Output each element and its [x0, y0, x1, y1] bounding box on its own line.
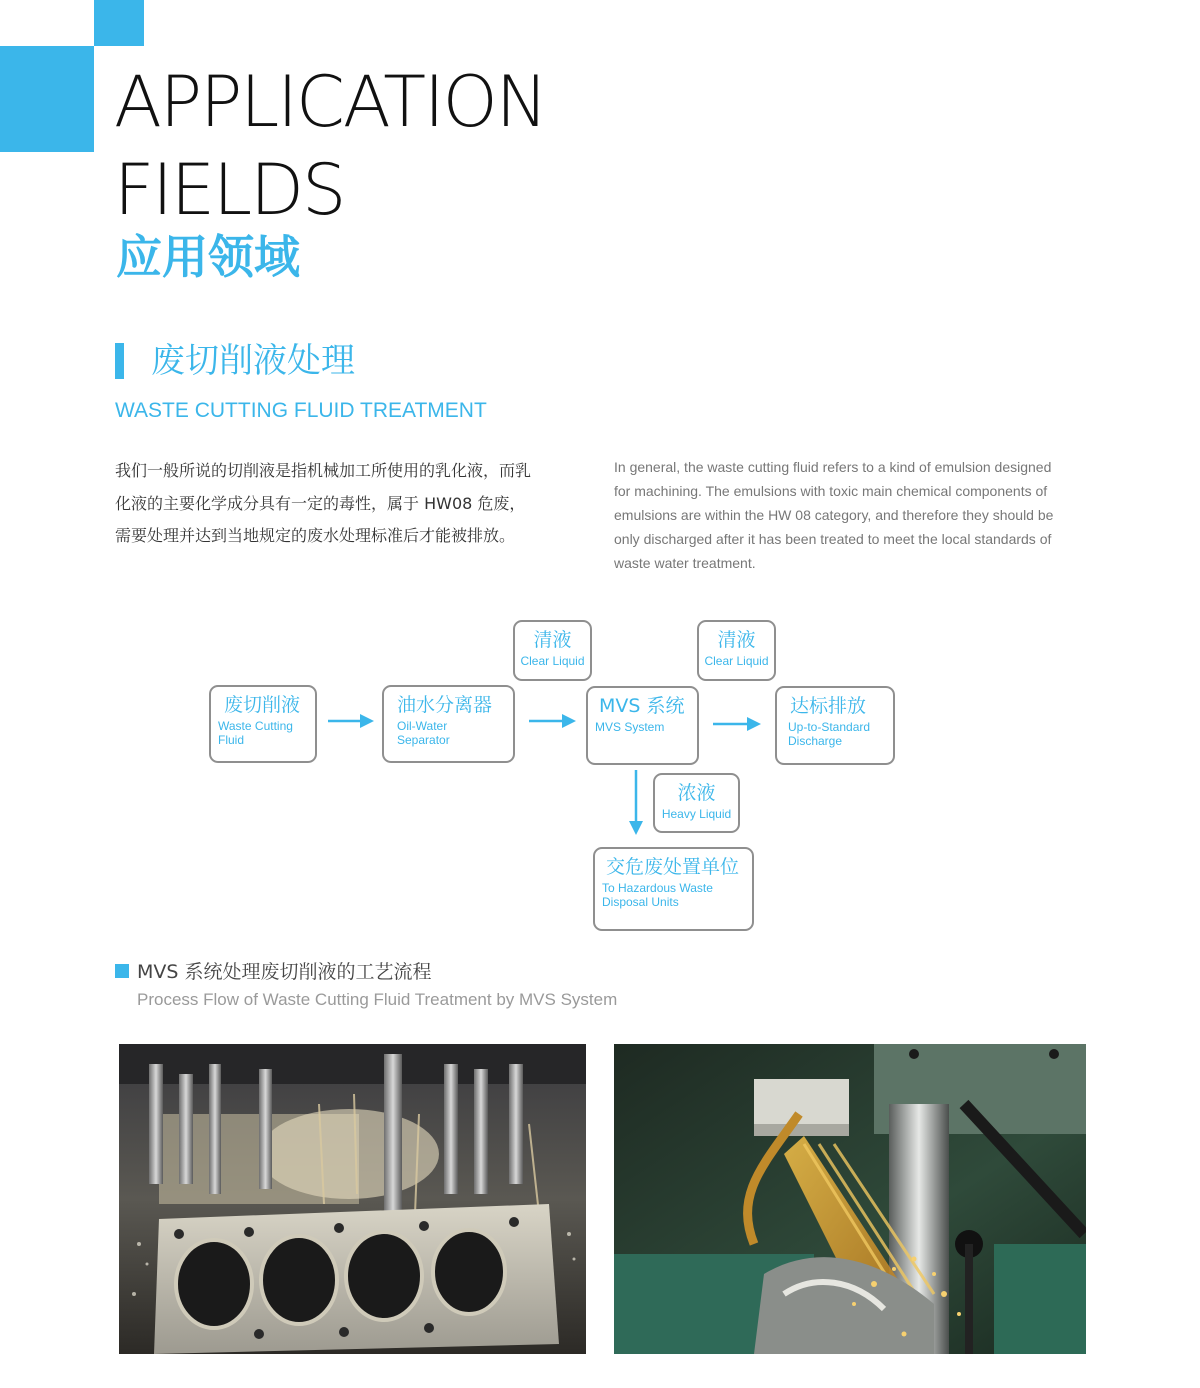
section-title-en: WASTE CUTTING FLUID TREATMENT [115, 399, 487, 422]
arrow-right-icon [713, 717, 761, 731]
node-clear-liquid-1 [513, 620, 592, 681]
title-line-2: FIELDS [114, 149, 345, 231]
intro-en-line: for machining. The emulsions with toxic main chemical components of [614, 483, 1048, 499]
page-title-cn: 应用领域 [116, 230, 300, 284]
photo-engine-block-machining [119, 1044, 586, 1354]
intro-en-line: emulsions are within the HW 08 category, and therefore they should be [614, 507, 1054, 523]
page-title [114, 58, 546, 234]
node-label-en: Clear Liquid [704, 654, 769, 668]
intro-cn-line: 我们一般所说的切削液是指机械加工所使用的乳化液，而乳 [115, 461, 532, 480]
intro-en [614, 455, 1087, 575]
caption-marker [115, 964, 129, 978]
node-label-en: Fluid [218, 733, 245, 747]
intro-en-line: only discharged after it has been treated to meet the local standards of [614, 531, 1052, 547]
node-discharge [775, 686, 895, 765]
node-label-cn: 清液 [717, 629, 756, 651]
node-label-cn: 清液 [533, 629, 572, 651]
section-title-cn: 废切削液处理 [151, 341, 355, 381]
intro-cn-line: 需要处理并达到当地规定的废水处理标准后才能被排放。 [115, 526, 516, 545]
node-heavy-liquid [653, 773, 740, 833]
node-label-cn: 浓液 [677, 782, 716, 804]
node-label-en: MVS System [595, 720, 665, 734]
corner-block-large [0, 46, 94, 152]
node-label-en: Disposal Units [602, 895, 679, 909]
node-label-cn: 达标排放 [790, 695, 867, 717]
node-clear-liquid-2 [697, 620, 776, 681]
title-line-1: APPLICATION [114, 61, 547, 143]
intro-en-line: In general, the waste cutting fluid refers to a kind of emulsion designed [614, 459, 1052, 475]
intro-cn [115, 455, 595, 553]
node-label-en: Oil-Water [397, 719, 448, 733]
node-label-en: Waste Cutting [218, 719, 293, 733]
caption-en: Process Flow of Waste Cutting Fluid Treatment by MVS System [137, 990, 618, 1009]
photo-milling-coolant [614, 1044, 1086, 1354]
node-oil-water-separator [382, 685, 515, 763]
node-label-en: Up-to-Standard [788, 720, 871, 734]
arrow-down-icon [629, 770, 643, 835]
intro-cn-line: 化液的主要化学成分具有一定的毒性，属于 HW08 危废， [115, 493, 526, 513]
node-label-en: Discharge [788, 734, 843, 748]
node-hazardous-disposal [593, 847, 754, 931]
node-label-en: Separator [397, 733, 450, 747]
corner-block-small [94, 0, 144, 46]
intro-en-line: waste water treatment. [614, 555, 756, 571]
arrow-right-icon [328, 714, 374, 728]
node-label-cn: 交危废处置单位 [606, 856, 740, 878]
node-label-en: Heavy Liquid [661, 807, 732, 821]
node-label-cn: MVS 系统 [599, 695, 685, 717]
node-mvs-system [586, 686, 699, 765]
node-label-cn: 废切削液 [224, 694, 301, 716]
arrow-right-icon [529, 714, 576, 728]
node-label-en: To Hazardous Waste [602, 881, 713, 895]
node-label-cn: 油水分离器 [397, 694, 493, 716]
caption-cn: MVS 系统处理废切削液的工艺流程 [137, 961, 432, 983]
section-marker [115, 343, 124, 379]
node-label-en: Clear Liquid [520, 654, 585, 668]
node-waste-cutting-fluid [209, 685, 317, 763]
